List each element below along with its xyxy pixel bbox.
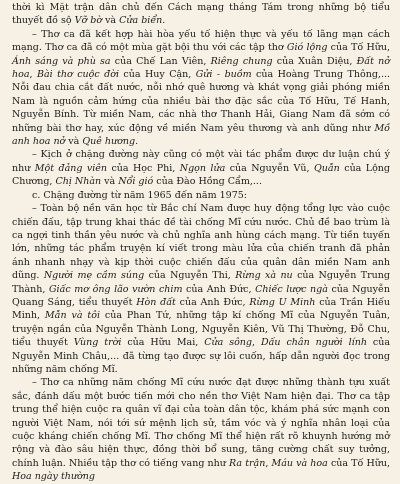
italic-title: Dấu chân người lính	[260, 337, 367, 349]
italic-title: Cửa sông	[204, 337, 252, 349]
text-run: – Thơ ca đã kết hợp hài hòa yếu tố hiện thực và yếu tố lãng mạn cách mạng. Thơ ca đã có một mùa gặt bội thu với các tập thơ	[12, 28, 390, 54]
text-run: của Anh Đức,	[175, 296, 250, 308]
italic-title: Bài thơ cuộc đời	[36, 69, 119, 81]
italic-title: Hoa ngày thường	[12, 471, 95, 483]
text-run: c. Chặng đường từ năm 1965 đến năm 1975:	[32, 189, 247, 201]
text-run: của Trần Hiếu Minh,	[12, 296, 390, 322]
italic-title: Ngọn lửa	[179, 162, 226, 174]
italic-title: Mẫn và tôi	[44, 310, 100, 322]
italic-title: Giấc mơ ông lão vườn chim	[48, 283, 183, 295]
text-run: thời kì Mặt trận dân chủ đến Cách mạng tháng Tám trong những bộ tiểu thuyết đồ sộ	[12, 2, 390, 27]
text-run: của Chế Lan Viên,	[110, 55, 211, 67]
text-run: – Kịch ở chặng đường này cũng có một vài tác phẩm được dư luận chú ý như	[12, 149, 390, 174]
italic-title: Rừng U Minh	[249, 296, 316, 308]
text-run: của Hoàng Trung Thông,... Nỗi đau chia cắt đất nước, nỗi nhớ quê hương và khát vọng giải phóng miền Nam là nguồn cảm hứng của nhiều bài thơ đặc sắc của Tố Hữu, Tế Hanh, Nguyễn Bính. Từ miền Nam, các nhà thơ Thanh Hải, Giang Nam đã sớm có những bài thơ hay, xúc động về miền Nam yêu thương và anh dũng như	[12, 69, 390, 134]
italic-title: Người mẹ cầm súng	[43, 270, 145, 282]
italic-title: Cửa biển	[119, 15, 163, 27]
paragraph	[12, 28, 390, 149]
text-run: của Phan Tứ, những tập kí chống Mĩ của Nguyễn Tuân, truyện ngắn của Nguyễn Thành Long, Nguyễn Kiên, Vũ Thị Thường, Đỗ Chu, tiểu thuyết	[12, 310, 390, 349]
italic-title: Đất nở hoa	[12, 55, 391, 81]
italic-title: Một đảng viên	[34, 162, 108, 174]
text-run: – Thơ ca những năm chống Mĩ cứu nước đạt được những thành tựu xuất sắc, đánh dấu một bước tiến mới cho nền thơ Việt Nam hiện đại. Thơ ca tập trung thể hiện cuộc ra quân vĩ đại của toàn dân tộc, khám phá sức mạnh con người Việt Nam, nói tới sứ mệnh lịch sử, tầm vóc và ý nghĩa nhân loại của cuộc kháng chiến chống Mĩ. Thơ chống Mĩ thể hiện rất rõ khuynh hướng mở rộng và đào sâu hiện thực, đồng thời bổ sung, tăng cường chất suy tưởng, chính luận. Nhiều tập thơ có tiếng vang như	[12, 377, 390, 469]
paragraph	[12, 189, 390, 202]
text-run: – Toàn bộ nền văn học từ Bắc chí Nam được huy động tổng lực vào cuộc chiến đấu, tập trung khai thác đề tài chống Mĩ cứu nước. Chủ đề bao trùm là ca ngợi tinh thần yêu nước và chủ nghĩa anh hùng cách mạng. Từ tiền tuyến lớn, những tác phẩm truyện kí viết trong màu lửa của chiến tranh đã phản ánh nhanh nhạy và kịp thời cuộc chiến đấu của quân dân miền Nam anh dũng.	[12, 203, 390, 282]
text-run: của Nguyễn Minh Châu,... đã từng tạo được sự lôi cuốn, hấp dẫn người đọc trong những năm chống Mĩ.	[12, 337, 390, 375]
paragraph	[12, 376, 390, 483]
italic-title: Mồ anh hoa nở	[12, 122, 390, 148]
italic-title: Gió lộng	[286, 42, 328, 54]
italic-title: Gửi - buồm	[195, 69, 252, 81]
text-run: và	[65, 136, 83, 148]
italic-title: Riêng chung	[210, 55, 273, 67]
text-run: của Huy Cận,	[118, 69, 196, 81]
text-run: của Anh Đức,	[182, 283, 256, 295]
italic-title: Vùng trời	[73, 337, 122, 349]
paragraph	[12, 148, 390, 188]
text-run: của Nguyễn Vũ,	[225, 162, 314, 174]
text-run: ,	[252, 337, 261, 349]
italic-title: Máu và hoa	[271, 457, 328, 469]
text-run: ,	[265, 457, 272, 469]
italic-title: Rừng xà nu	[235, 270, 293, 282]
text-run: .	[162, 15, 166, 27]
text-run: của Tố Hữu,	[327, 42, 390, 54]
text-run: của Xuân Diệu,	[272, 55, 357, 67]
text-run: .	[135, 136, 139, 148]
italic-title: Quẫn	[313, 162, 340, 174]
italic-title: Nổi gió	[118, 176, 154, 188]
paragraph	[12, 202, 390, 376]
text-run: của Đào Hồng Cẩm,...	[153, 176, 262, 188]
italic-title: Chị Nhàn	[55, 176, 102, 188]
paragraph	[12, 1, 390, 28]
text-run: của Nguyễn Quang Sáng, tiểu thuyết	[12, 283, 390, 308]
text-run: và	[102, 15, 120, 27]
italic-title: Hòn đất	[136, 296, 176, 308]
text-run: và	[101, 176, 119, 188]
italic-title: Ánh sáng và phù sa	[12, 55, 111, 67]
text-run: ,	[29, 69, 37, 81]
text-run: của Tố Hữu,	[327, 457, 390, 469]
text-run: của Nguyễn Trung Thành,	[12, 270, 390, 295]
text-run: của Hữu Mai,	[121, 337, 205, 349]
text-run: của Lộng Chương,	[12, 162, 391, 188]
italic-title: Quê hương	[82, 136, 136, 148]
italic-title: Ra trận	[229, 457, 266, 469]
text-run: của Học Phi,	[107, 162, 180, 174]
text-run: của Nguyễn Thi,	[144, 270, 236, 282]
italic-title: Vỡ bờ	[74, 15, 103, 27]
italic-title: Chiếc lược ngà	[255, 283, 328, 295]
